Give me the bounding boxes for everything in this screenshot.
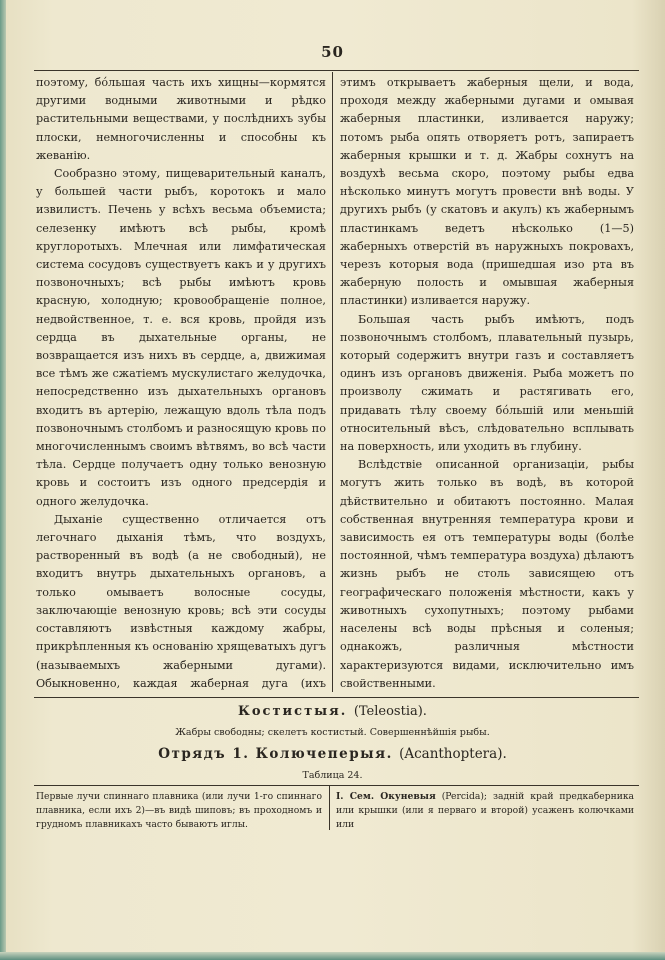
paragraph: этимъ открываетъ жаберныя щели, и вода, проходя между жаберными дугами и омывая жаберныя пластинки, изливается наружу; потомъ рыба опять отворяетъ ротъ, запираетъ жаберныя крышки и т. д. Жабры сохнутъ на воздухѣ весьма скоро, поэтому рыбы едва нѣсколько минутъ могутъ провести внѣ воды. У другихъ рыбъ (у скатовъ и акулъ) къ жабернымъ пластинкамъ ведетъ нѣсколько (1—5) жаберныхъ отверстій въ наружныхъ покровахъ, черезъ которыя вода (пришедшая изо рта въ жаберную полость и омывшая жаберныя пластинки) изливается наружу. xyxy=(340,76,634,308)
left-text-column xyxy=(36,74,326,694)
family-name: I. Сем. Окуневыя xyxy=(336,791,436,802)
order-title: Отрядъ 1. Колючеперыя. xyxy=(158,746,393,762)
table-rule xyxy=(34,785,639,786)
paragraph: Дыханіе существенно отличается отъ легочнаго дыханія тѣмъ, что воздухъ, растворенный въ водѣ (а не свободный), не входитъ внутрь дыхательныхъ органовъ, а только омываетъ волосные сосуды, заключающіе венозную кровь; всѣ эти сосуды составляютъ извѣстныя каждому жабры, прикрѣпленныя къ основанію хрящеватыхъ дугъ (называемыхъ жаберными дугами). Обыкновенно, каждая жаберная дуга (ихъ xyxy=(36,512,326,690)
table-right-cell xyxy=(336,790,634,832)
section-rule xyxy=(34,697,639,698)
family-latin: (Percida); xyxy=(441,791,488,802)
table-label: Таблица 24. xyxy=(302,770,363,781)
table-left-cell: Первые лучи спиннаго плавника (или лучи 1-го спиннаго плавника, если ихъ 2)—въ видѣ шиповъ; въ проходномъ и грудномъ плавникахъ часто бываютъ иглы. xyxy=(36,791,322,830)
paragraph: поэтому, бóльшая часть ихъ хищны—кормятся другими водными животными и рѣдко растительными веществами, у послѣднихъ зубы плоски, немногочисленны и способны къ жеванію. xyxy=(36,76,326,162)
section-heading xyxy=(0,704,665,719)
paragraph: Сообразно этому, пищеварительный каналъ, у большей части рыбъ, коротокъ и мало извилистъ. Печень у всѣхъ весьма объемиста; селезенку имѣютъ всѣ рыбы, кромѣ круглоротыхъ. Млечная или лимфатическая система сосудовъ существуетъ какъ и у другихъ позвоночныхъ; всѣ рыбы имѣютъ кровь красную, холодную; кровообращеніе полное, недвойственное, т. е. вся кровь, пройдя изъ сердца въ дыхательные органы, не возвращается изъ нихъ въ сердце, а, движимая все тѣмъ же сжатіемъ мускулистаго желудочка, непосредственно изъ дыхательныхъ органовъ входитъ въ артерію, лежащую вдоль тѣла подъ позвоночнымъ столбомъ и разносящую кровь по многочисленнымъ своимъ вѣтвямъ, во всѣ части тѣла. Сердце получаетъ одну только венозную кровь и состоитъ изъ одного предсердія и одного желудочка. xyxy=(36,167,326,508)
column-divider xyxy=(332,72,333,692)
paragraph xyxy=(340,693,634,694)
paragraph: Вслѣдствіе описанной организаціи, рыбы могутъ жить только въ водѣ, въ которой дѣйствительно и обитаютъ постоянно. Малая собственная внутренняя температура крови и зависимость ея отъ температуры воды (болѣе постоянной, чѣмъ температура воздуха) дѣлаютъ жизнь рыбъ не столь зависящею отъ географическаго положенія мѣстности, какъ у животныхъ сухопутныхъ; поэтому рыбами населены всѣ воды прѣсныя и соленыя; однакожъ, различныя мѣстности характеризуются видами, исключительно имъ свойственными. xyxy=(340,458,634,690)
table-divider xyxy=(329,786,330,830)
order-title-latin: (Acanthoptera). xyxy=(399,746,507,762)
order-heading xyxy=(0,746,665,762)
family-description: задній край предкаберника или крышки (или я перваго и второй) усаженъ колючками или xyxy=(336,791,635,830)
section-title-latin: (Teleostia). xyxy=(353,704,427,719)
page-number: 50 xyxy=(321,43,344,61)
header-rule xyxy=(34,70,639,71)
section-subtitle: Жабры свободны; скелетъ костистый. Совершеннѣйшія рыбы. xyxy=(175,727,490,738)
paragraph: Большая часть рыбъ имѣютъ, подъ позвоночнымъ столбомъ, плавательный пузырь, который содержитъ внутри газъ и составляетъ одинъ изъ органовъ движенія. Рыба можетъ по произволу сжимать и растягивать его, придавать тѣлу своему бóльшій или меньшій относительный вѣсъ, слѣдовательно всплывать на поверхность, или уходить въ глубину. xyxy=(340,312,634,454)
page-edge-bottom xyxy=(0,952,665,960)
page-edge-left xyxy=(0,0,6,960)
bleed-through-shadow xyxy=(560,852,640,898)
section-title: Костистыя. xyxy=(238,704,348,719)
right-text-column xyxy=(340,74,634,694)
